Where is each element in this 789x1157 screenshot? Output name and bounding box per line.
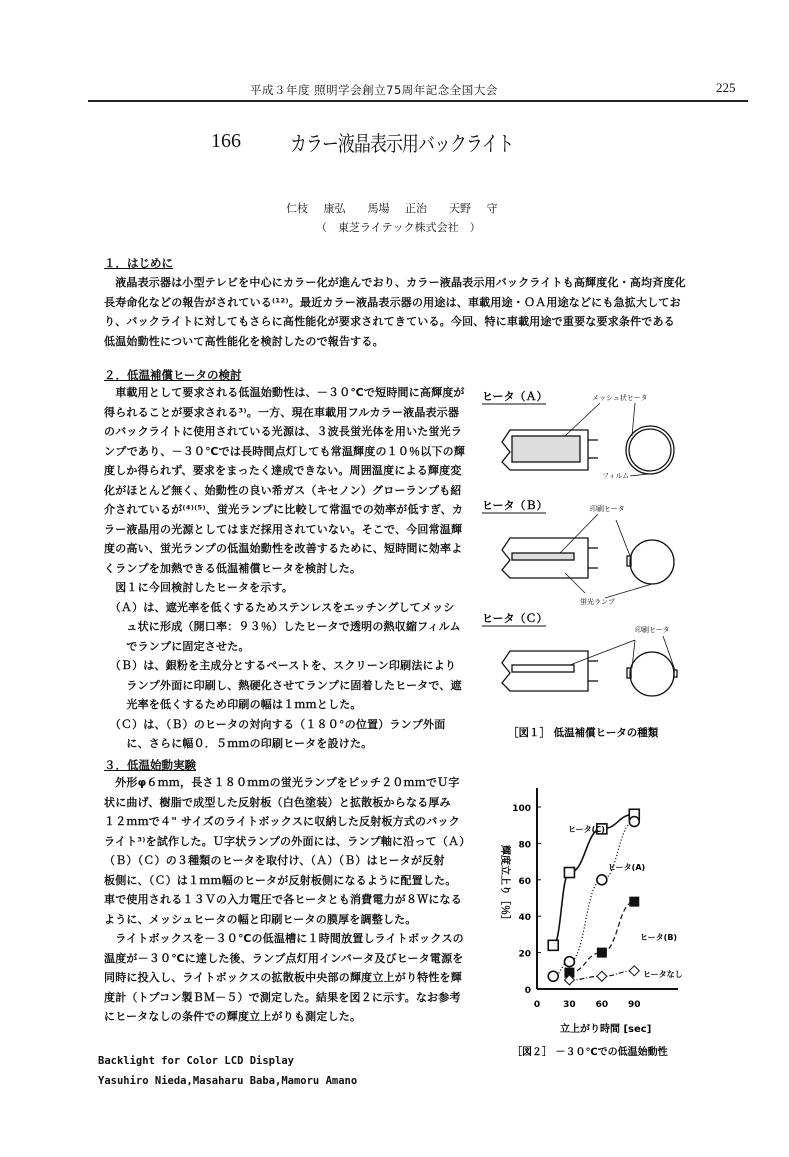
text-line: 度計（トプコン製ＢＭ－５）で測定した。結果を図２に示す。なお参考 bbox=[104, 990, 461, 1004]
y-tick-label: 80 bbox=[518, 840, 531, 851]
text-line: 介されているが⁽⁴⁾⁽⁵⁾、蛍光ランプに比較して常温での効率が低すぎ、カ bbox=[104, 503, 464, 516]
lamp-section-b-icon bbox=[630, 540, 674, 584]
text-line: ように、メッシュヒータの幅と印刷ヒータの膜厚を調整した。 bbox=[104, 912, 417, 926]
text-line: り、バックライトに対してもさらに高性能化が要求されてきている。今回、特に車載用途で重要な要求条件である bbox=[104, 315, 675, 328]
text-line: 度の高い、蛍光ランプの低温始動性を改善するために、短時間に効率よ bbox=[104, 542, 463, 555]
series-label: ヒータ(B) bbox=[640, 933, 678, 942]
text-line: ライト³⁾を試作した。Ｕ字状ランプの外面には、ランプ軸に沿って（Ａ） bbox=[104, 834, 471, 848]
data-point bbox=[597, 971, 607, 981]
series-label: ヒータ(C) bbox=[568, 825, 605, 834]
text-line: 車載用として要求される低温始動性は、－３０℃で短時間に高輝度が bbox=[104, 386, 465, 399]
affiliation: （ 東芝ライテック株式会社 ） bbox=[316, 221, 481, 234]
text-line: （Ａ）は、遮光率を低くするためステンレスをエッチングしてメッシ bbox=[104, 600, 455, 614]
callout: フィルム bbox=[602, 472, 630, 480]
text-line: にヒータなしの条件での輝度立上がりも測定した。 bbox=[104, 1010, 362, 1023]
text-line: 板側に、（Ｃ）は１ｍｍ幅のヒータが反射板側になるように配置した。 bbox=[104, 873, 457, 887]
section-heading: ３．低温始動実験 bbox=[104, 758, 196, 772]
x-tick-label: 60 bbox=[595, 1000, 609, 1010]
text-line: のバックライトに使用されている光源は、３波長蛍光体を用いた蛍光ラ bbox=[104, 425, 463, 438]
data-point bbox=[548, 940, 558, 950]
text-line: （Ｂ）は、銀粉を主成分とするペーストを、スクリーン印刷法により bbox=[104, 659, 457, 672]
text-line: １２ｍｍで４" サイズのライトボックスに収納した反射板方式のバック bbox=[104, 815, 460, 828]
text-line: ュ状に形成（開口率：９３％）したヒータで透明の熱収縮フィルム bbox=[104, 620, 461, 633]
data-point bbox=[597, 948, 607, 958]
page-number: 225 bbox=[716, 80, 736, 95]
paper-number: 166 bbox=[211, 130, 241, 152]
text-line: 温度が－３０℃に達した後、ランプ点灯用インバータ及びヒータ電源を bbox=[104, 951, 464, 965]
y-tick-label: 60 bbox=[518, 876, 531, 887]
text-line: ンプであり、－３０℃では長時間点灯しても常温輝度の１０％以下の輝 bbox=[104, 444, 466, 458]
text-line: 得られることが要求される³⁾。一方、現在車載用フルカラー液晶表示器 bbox=[104, 405, 460, 419]
y-tick-label: 20 bbox=[518, 949, 531, 960]
y-tick-label: 40 bbox=[518, 913, 531, 924]
text-line: くランプを加熱できる低温補償ヒータを検討した。 bbox=[104, 561, 362, 575]
panel-label: ヒータ（Ｃ） bbox=[482, 612, 548, 625]
lamp-section-a-icon bbox=[626, 426, 674, 474]
section-intro bbox=[104, 255, 686, 351]
text-line: 車で使用される１３Ｖの入力電圧で各ヒータとも消費電力が８Ｗになる bbox=[104, 893, 462, 906]
figure-1 bbox=[480, 378, 680, 748]
running-header: 平成３年度 照明学会創立75周年記念全国大会 bbox=[250, 83, 498, 97]
x-tick-label: 90 bbox=[628, 1000, 641, 1010]
text-line: ラー液晶用の光源としてはまだ採用されていない。そこで、今回常温輝 bbox=[104, 522, 463, 536]
data-point bbox=[597, 875, 607, 885]
text-line: ライトボックスを－３０℃の低温槽に１時間放置しライトボックスの bbox=[104, 932, 464, 945]
text-line: 外形φ６ｍｍ，長さ１８０ｍｍの蛍光ランプをピッチ２０ｍｍでＵ字 bbox=[104, 776, 460, 789]
chart-title: ［図２］ －３０℃での低温始動性 bbox=[512, 1047, 668, 1058]
text-line: 同時に投入し、ライトボックスの拡散板中央部の輝度立上がり特性を輝 bbox=[104, 971, 462, 984]
authors: 仁枝 康弘 馬場 正治 天野 守 bbox=[286, 202, 498, 215]
english-title: Backlight for Color LCD Display bbox=[98, 1055, 294, 1067]
text-line: 状に曲げ、樹脂で成型した反射板（白色塗装）と拡散板からなる厚み bbox=[104, 795, 451, 809]
series-line bbox=[553, 822, 634, 977]
data-point bbox=[548, 971, 558, 981]
data-point bbox=[629, 966, 639, 976]
text-line: 長寿命化などの報告がされている⁽¹²⁾。最近カラー液晶表示器の用途は、車載用途・ＯＡ用途などにも急拡大してお bbox=[104, 295, 681, 309]
text-line: 液晶表示器は小型テレビを中心にカラー化が進んでおり、カラー液晶表示用バックライトも高輝度化・高均斉度化 bbox=[104, 276, 686, 289]
section-heater bbox=[104, 367, 465, 754]
x-axis-label: 立上がり時間 [sec] bbox=[560, 1024, 652, 1035]
x-tick-label: 30 bbox=[563, 1000, 576, 1010]
data-point bbox=[564, 868, 574, 878]
text-line: 光率を低くするため印刷の幅は１ｍｍとした。 bbox=[104, 698, 362, 711]
section-heading: １．はじめに bbox=[104, 256, 173, 270]
panel-label: ヒータ（Ａ） bbox=[482, 390, 548, 403]
y-axis-label: 輝度立上り［％］ bbox=[499, 845, 510, 925]
section-heading: ２．低温補償ヒータの検討 bbox=[104, 368, 242, 382]
data-point bbox=[629, 817, 639, 827]
callout: 蛍光ランプ bbox=[580, 598, 615, 606]
heater-diagrams bbox=[480, 378, 680, 748]
mesh-heater-icon bbox=[512, 436, 580, 462]
text-line: でランプに固定させた。 bbox=[104, 639, 250, 653]
text-line: ランプ外面に印刷し、熱硬化させてランプに固着したヒータで、遮 bbox=[104, 678, 462, 692]
text-line: 度しか得られず、要求をまったく達成できない。周囲温度による輝度変 bbox=[104, 464, 462, 477]
text-line: 低温始動性について高性能化を検討したので報告する。 bbox=[104, 334, 384, 348]
series-line bbox=[569, 902, 634, 973]
figure-caption: ［図１］ 低温補償ヒータの種類 bbox=[508, 727, 659, 739]
header-rule bbox=[88, 100, 748, 102]
section-experiment bbox=[104, 757, 470, 1027]
text-line: 化がほとんど無く、始動性の良い希ガス（キセノン）グローランプも紹 bbox=[104, 483, 462, 497]
text-line: に、さらに幅０．５ｍｍの印刷ヒータを設けた。 bbox=[104, 737, 373, 750]
text-line: （Ｃ）は、（Ｂ）のヒータの対向する（１８０°の位置）ランプ外面 bbox=[104, 717, 446, 731]
callout: 印刷ヒータ bbox=[635, 626, 670, 634]
series-label: ヒータなし bbox=[643, 970, 683, 979]
callout: メッシュ状ヒータ bbox=[592, 394, 648, 402]
callout: 印刷ヒータ bbox=[590, 505, 625, 513]
y-tick-label: 100 bbox=[512, 804, 531, 814]
x-tick-label: 0 bbox=[533, 1000, 541, 1010]
lamp-section-c-icon bbox=[630, 652, 674, 696]
english-authors: Yasuhiro Nieda,Masaharu Baba,Mamoru Amano bbox=[98, 1075, 358, 1087]
text-line: （Ｂ）（Ｃ）の３種類のヒータを取付け、（Ａ）（Ｂ）はヒータが反射 bbox=[104, 854, 445, 867]
paper-title: カラー液晶表示用バックライト bbox=[290, 132, 514, 156]
panel-label: ヒータ（Ｂ） bbox=[482, 499, 548, 512]
text-line: 図１に今回検討したヒータを示す。 bbox=[104, 581, 294, 594]
startup-chart bbox=[490, 780, 690, 1060]
y-tick-label: 0 bbox=[524, 986, 531, 996]
data-point bbox=[564, 957, 574, 967]
series-label: ヒータ(A) bbox=[608, 863, 646, 872]
data-point bbox=[629, 897, 639, 907]
figure-2 bbox=[490, 780, 690, 1060]
